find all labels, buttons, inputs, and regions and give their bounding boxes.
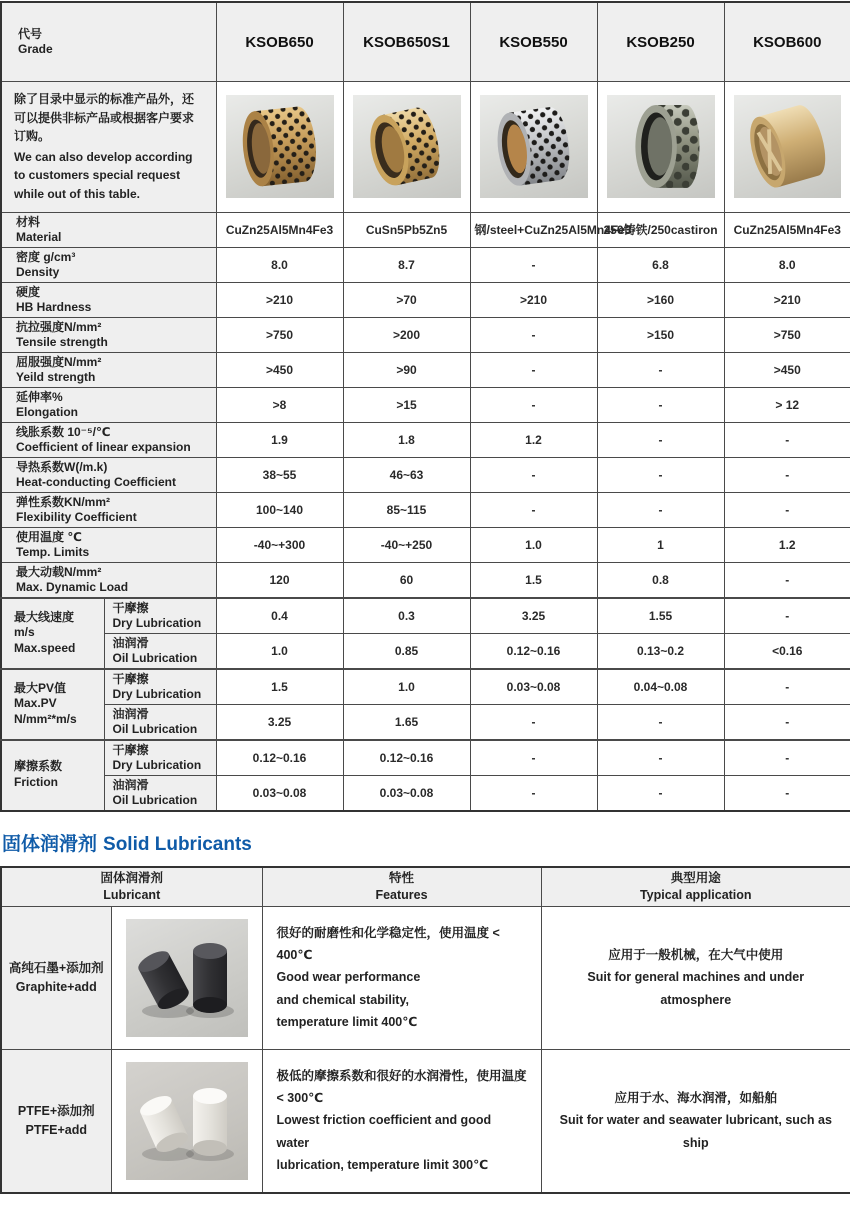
spec-value: 1.5 xyxy=(216,669,343,705)
sub-label-en: Dry Lubrication xyxy=(112,757,202,772)
spec-value: >210 xyxy=(724,282,850,317)
ptfe-pellets-graphic xyxy=(126,1062,248,1180)
product-spec-table xyxy=(0,1,850,812)
application-cell-graphite xyxy=(541,906,850,1049)
spec-value: 1.5 xyxy=(470,562,597,598)
spec-value: 0.3 xyxy=(343,598,470,634)
group-label xyxy=(1,669,104,740)
spec-value: >210 xyxy=(216,282,343,317)
sub-label xyxy=(104,669,216,705)
spec-value: >70 xyxy=(343,282,470,317)
spec-value: >200 xyxy=(343,317,470,352)
spec-value: CuZn25Al5Mn4Fe3 xyxy=(724,212,850,247)
row-label-en: HB Hardness xyxy=(16,299,92,314)
section-title-solid-lubricants xyxy=(2,829,850,856)
spec-value: 0.8 xyxy=(597,562,724,598)
spec-value: - xyxy=(470,352,597,387)
text-line: and chemical stability, xyxy=(276,992,409,1007)
row-label-cn: 抗拉强度N/mm² xyxy=(16,319,102,334)
lubricants-table xyxy=(0,866,850,1194)
spec-subrow xyxy=(1,740,850,776)
spec-row xyxy=(1,492,850,527)
lub-header-features-en: Features xyxy=(375,887,428,902)
spec-value: CuZn25Al5Mn4Fe3 xyxy=(216,212,343,247)
lub-name-cn: PTFE+添加剂 xyxy=(17,1103,95,1118)
spec-value: - xyxy=(724,598,850,634)
spec-row xyxy=(1,387,850,422)
row-label-en: Coefficient of linear expansion xyxy=(16,439,191,454)
spec-value: - xyxy=(724,704,850,740)
spec-value: 1.2 xyxy=(470,422,597,457)
group-label-line: 摩擦系数 xyxy=(14,759,63,774)
row-label xyxy=(1,457,216,492)
lub-name-en: Graphite+add xyxy=(15,979,97,994)
row-label-en: Elongation xyxy=(16,404,78,419)
photo-cell-ksob250 xyxy=(597,82,724,213)
text-line: Good wear performance xyxy=(276,970,421,985)
spec-value: 1.55 xyxy=(597,598,724,634)
custom-order-note-cell xyxy=(1,82,216,213)
sub-label xyxy=(104,775,216,811)
spec-value: -40~+300 xyxy=(216,527,343,562)
row-label-cn: 密度 g/cm³ xyxy=(16,249,76,264)
spec-value: 38~55 xyxy=(216,457,343,492)
row-label-en: Temp. Limits xyxy=(16,544,90,559)
lub-header-application-cn: 典型用途 xyxy=(670,870,721,885)
spec-value: 3.25 xyxy=(216,704,343,740)
spec-subrow xyxy=(1,704,850,740)
features-cell-graphite xyxy=(262,906,541,1049)
row-label-en: Heat-conducting Coefficient xyxy=(16,474,177,489)
lub-row-ptfe xyxy=(1,1049,850,1193)
grade-header-ksob600: KSOB600 xyxy=(724,2,850,82)
spec-row xyxy=(1,352,850,387)
row-label-cn: 延伸率% xyxy=(16,389,63,404)
photo-cell-ksob650 xyxy=(216,82,343,213)
row-label xyxy=(1,387,216,422)
lub-header-lubricant xyxy=(1,867,262,907)
bushing-graphic xyxy=(736,97,839,196)
spec-value: - xyxy=(724,740,850,776)
lub-header-lubricant-cn: 固体润滑剂 xyxy=(100,870,164,885)
sub-label-cn: 干摩擦 xyxy=(112,600,149,615)
spec-value: -40~+250 xyxy=(343,527,470,562)
spec-row xyxy=(1,317,850,352)
spec-value: - xyxy=(597,422,724,457)
spec-value: - xyxy=(724,775,850,811)
lub-header-application-en: Typical application xyxy=(639,887,752,902)
lub-header-lubricant-en: Lubricant xyxy=(103,887,161,902)
lub-photo-cell xyxy=(111,1049,262,1193)
spec-value: > 12 xyxy=(724,387,850,422)
spec-value: 8.0 xyxy=(216,247,343,282)
spec-value: - xyxy=(470,387,597,422)
spec-value: 钢/steel+CuZn25Al5Mn4Fe3 xyxy=(470,212,597,247)
spec-value: 0.85 xyxy=(343,633,470,669)
spec-value: >8 xyxy=(216,387,343,422)
spec-value: - xyxy=(597,492,724,527)
spec-value: - xyxy=(724,457,850,492)
sub-label xyxy=(104,633,216,669)
sub-label-cn: 干摩擦 xyxy=(112,742,149,757)
row-label-en: Tensile strength xyxy=(16,334,108,349)
spec-subrow xyxy=(1,598,850,634)
row-label-cn: 硬度 xyxy=(16,284,41,299)
spec-row xyxy=(1,422,850,457)
spec-value: 0.04~0.08 xyxy=(597,669,724,705)
spec-value: 0.13~0.2 xyxy=(597,633,724,669)
text-line: 应用于一般机械，在大气中使用 xyxy=(608,948,784,963)
sub-label-cn: 油润滑 xyxy=(112,777,149,792)
row-label xyxy=(1,282,216,317)
grade-header-ksob550: KSOB550 xyxy=(470,2,597,82)
sub-label-cn: 干摩擦 xyxy=(112,671,149,686)
lub-header-application xyxy=(541,867,850,907)
spec-value: - xyxy=(470,704,597,740)
sub-label-en: Dry Lubrication xyxy=(112,686,202,701)
note-text-cn: 除了目录中显示的标准产品外，还可以提供非标产品或根据客户要求订购。 xyxy=(14,92,195,144)
spec-subrow xyxy=(1,633,850,669)
spec-subrow xyxy=(1,669,850,705)
group-label-line: Max.PV xyxy=(14,696,57,711)
application-cell-ptfe xyxy=(541,1049,850,1193)
text-line: 极低的摩擦系数和很好的水润滑性，使用温度 < 300℃ xyxy=(276,1068,527,1106)
spec-value: - xyxy=(724,562,850,598)
spec-value: 1 xyxy=(597,527,724,562)
spec-value: - xyxy=(470,492,597,527)
row-label-en: Max. Dynamic Load xyxy=(16,579,129,594)
spec-value: 1.0 xyxy=(343,669,470,705)
text-line: Suit for water and seawater lubricant, such as ship xyxy=(559,1113,832,1150)
spec-row xyxy=(1,247,850,282)
row-label-en: Material xyxy=(16,229,62,244)
features-cell-ptfe xyxy=(262,1049,541,1193)
spec-value: 60 xyxy=(343,562,470,598)
lub-name-ptfe xyxy=(1,1049,111,1193)
spec-row xyxy=(1,527,850,562)
photo-cell-ksob550 xyxy=(470,82,597,213)
spec-value: 8.0 xyxy=(724,247,850,282)
spec-value: - xyxy=(597,387,724,422)
spec-value: 0.12~0.16 xyxy=(343,740,470,776)
lub-header-features-cn: 特性 xyxy=(389,870,415,885)
row-label xyxy=(1,562,216,598)
castiron-dotted-bushing-image xyxy=(607,95,715,198)
spec-value: >160 xyxy=(597,282,724,317)
spec-value: - xyxy=(597,775,724,811)
spec-value: >450 xyxy=(216,352,343,387)
spec-value: 100~140 xyxy=(216,492,343,527)
row-label xyxy=(1,527,216,562)
bronze-dotted-bushing-image xyxy=(226,95,334,198)
spec-value: - xyxy=(724,492,850,527)
row-label xyxy=(1,422,216,457)
spec-value: 0.12~0.16 xyxy=(470,633,597,669)
spec-subrow xyxy=(1,775,850,811)
row-label xyxy=(1,317,216,352)
spec-value: - xyxy=(597,457,724,492)
spec-value: 0.03~0.08 xyxy=(216,775,343,811)
section-title-cn: 固体润滑剂 xyxy=(2,833,98,855)
group-label xyxy=(1,598,104,669)
graphite-pellets-image xyxy=(126,919,248,1037)
spec-value: 0.4 xyxy=(216,598,343,634)
row-label xyxy=(1,212,216,247)
text-line: Lowest friction coefficient and good water xyxy=(276,1113,492,1150)
text-line: 应用于水、海水润滑，如船舶 xyxy=(614,1091,778,1106)
spec-value: 1.65 xyxy=(343,704,470,740)
row-label-cn: 使用温度 ℃ xyxy=(16,529,82,544)
spec-value: - xyxy=(470,457,597,492)
spec-value: - xyxy=(470,740,597,776)
spec-value: 6.8 xyxy=(597,247,724,282)
text-line: Suit for general machines and under atmosphere xyxy=(587,970,805,1007)
sub-label-en: Dry Lubrication xyxy=(112,615,202,630)
sub-label xyxy=(104,598,216,634)
lub-photo-cell xyxy=(111,906,262,1049)
spec-value: >210 xyxy=(470,282,597,317)
photo-cell-ksob650s1 xyxy=(343,82,470,213)
plain-bronze-bushing-image xyxy=(734,95,842,198)
product-photo-row xyxy=(1,82,850,213)
spec-value: >750 xyxy=(216,317,343,352)
corner-cell xyxy=(1,2,216,82)
spec-value: - xyxy=(597,704,724,740)
text-line: lubrication, temperature limit 300℃ xyxy=(276,1157,489,1172)
spec-value: - xyxy=(597,740,724,776)
sub-label-en: Oil Lubrication xyxy=(112,721,198,736)
lub-name-cn: 高纯石墨+添加剂 xyxy=(8,960,104,975)
bushing-graphic xyxy=(355,97,459,196)
spec-value: - xyxy=(724,669,850,705)
sub-label-en: Oil Lubrication xyxy=(112,650,198,665)
sub-label xyxy=(104,740,216,776)
group-label-line: Friction xyxy=(14,775,58,790)
grade-header-ksob250: KSOB250 xyxy=(597,2,724,82)
graphite-pellets-graphic xyxy=(126,919,248,1037)
spec-value: <0.16 xyxy=(724,633,850,669)
spec-value: - xyxy=(470,775,597,811)
row-label-cn: 材料 xyxy=(16,214,41,229)
group-label-line: 最大PV值 xyxy=(14,680,67,695)
spec-row xyxy=(1,457,850,492)
group-label-line: m/s xyxy=(14,625,35,640)
row-label-cn: 屈服强度N/mm² xyxy=(16,354,102,369)
spec-value: 1.2 xyxy=(724,527,850,562)
row-label xyxy=(1,247,216,282)
group-label-line: 最大线速度 xyxy=(14,609,75,624)
gold-dotted-bushing-image xyxy=(353,95,461,198)
spec-value: 0.12~0.16 xyxy=(216,740,343,776)
group-label-line: Max.speed xyxy=(14,640,76,655)
spec-value: - xyxy=(724,422,850,457)
spec-value: 46~63 xyxy=(343,457,470,492)
spec-value: >15 xyxy=(343,387,470,422)
spec-row xyxy=(1,562,850,598)
spec-value: 250铸铁/250castiron xyxy=(597,212,724,247)
sub-label-en: Oil Lubrication xyxy=(112,792,198,807)
spec-value: 3.25 xyxy=(470,598,597,634)
row-label xyxy=(1,352,216,387)
row-label-en: Flexibility Coefficient xyxy=(16,509,137,524)
spec-value: 120 xyxy=(216,562,343,598)
spec-row xyxy=(1,282,850,317)
spec-row xyxy=(1,212,850,247)
grade-header-ksob650s1: KSOB650S1 xyxy=(343,2,470,82)
group-label xyxy=(1,740,104,811)
sub-label-cn: 油润滑 xyxy=(112,706,149,721)
spec-value: 8.7 xyxy=(343,247,470,282)
photo-cell-ksob600 xyxy=(724,82,850,213)
steel-dotted-bushing-image xyxy=(480,95,588,198)
row-label-cn: 最大动载N/mm² xyxy=(16,564,102,579)
spec-value: 1.0 xyxy=(216,633,343,669)
spec-value: - xyxy=(470,247,597,282)
section-title-en: Solid Lubricants xyxy=(103,833,252,855)
spec-value: >90 xyxy=(343,352,470,387)
spec-value: - xyxy=(597,352,724,387)
spec-value: - xyxy=(470,317,597,352)
bushing-graphic xyxy=(228,97,332,196)
note-text-en: We can also develop according to customers special request while out of this table. xyxy=(14,149,193,201)
lub-row-graphite xyxy=(1,906,850,1049)
spec-value: >750 xyxy=(724,317,850,352)
corner-label-cn: 代号 xyxy=(18,27,43,41)
ptfe-pellets-image xyxy=(126,1062,248,1180)
spec-value: 85~115 xyxy=(343,492,470,527)
spec-value: 0.03~0.08 xyxy=(343,775,470,811)
group-label-line: N/mm²*m/s xyxy=(14,711,77,726)
row-label-cn: 弹性系数KN/mm² xyxy=(16,494,111,509)
spec-value: >450 xyxy=(724,352,850,387)
spec-value: >150 xyxy=(597,317,724,352)
grade-header-ksob650: KSOB650 xyxy=(216,2,343,82)
row-label-en: Yeild strength xyxy=(16,369,96,384)
row-label xyxy=(1,492,216,527)
lub-name-graphite xyxy=(1,906,111,1049)
row-label-cn: 导热系数W(/m.k) xyxy=(16,459,108,474)
row-label-en: Density xyxy=(16,264,60,279)
lub-header-row xyxy=(1,867,850,907)
row-label-cn: 线胀系数 10⁻⁵/℃ xyxy=(16,424,111,439)
text-line: temperature limit 400℃ xyxy=(276,1014,418,1029)
spec-value: 1.0 xyxy=(470,527,597,562)
spec-value: 1.8 xyxy=(343,422,470,457)
spec-value: 0.03~0.08 xyxy=(470,669,597,705)
lub-name-en: PTFE+add xyxy=(25,1122,87,1137)
lub-header-features xyxy=(262,867,541,907)
grade-header-row xyxy=(1,2,850,82)
sub-label-cn: 油润滑 xyxy=(112,635,149,650)
corner-label-en: Grade xyxy=(18,42,53,56)
text-line: 很好的耐磨性和化学稳定性，使用温度 < 400℃ xyxy=(276,925,500,963)
bushing-graphic xyxy=(482,97,586,196)
sub-label xyxy=(104,704,216,740)
spec-value: 1.9 xyxy=(216,422,343,457)
bushing-graphic xyxy=(609,97,713,196)
spec-value: CuSn5Pb5Zn5 xyxy=(343,212,470,247)
